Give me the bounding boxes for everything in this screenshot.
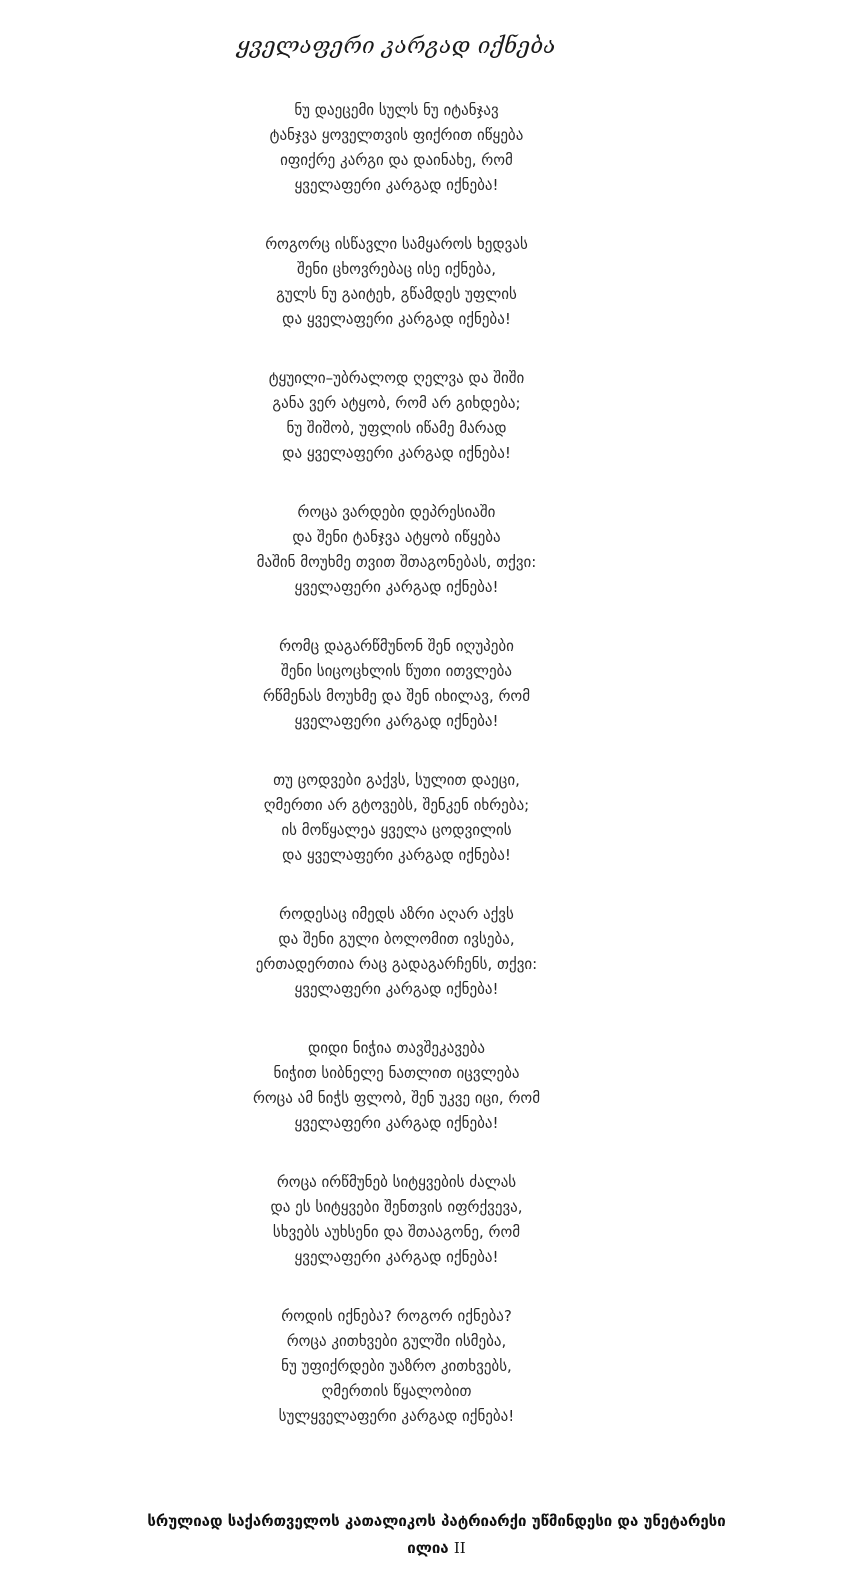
author-name: ილია [407,1539,449,1557]
stanza [0,1170,793,1270]
poem-line: როცა ამ ნიჭს ფლობ, შენ უკვე იცი, რომ [252,1089,541,1107]
author-name-line [0,1535,853,1562]
stanza [0,1304,793,1429]
poem-line: ყველაფერი კარგად იქნება! [294,176,499,194]
poem-line: ღმერთის წყალობით [321,1382,472,1400]
author-numeral: II [453,1539,466,1557]
poem-line: ნიჭით სიბნელე ნათლით იცვლება [273,1064,520,1082]
poem-line: იფიქრე კარგი და დაინახე, რომ [280,151,513,169]
poem-line: ღმერთი არ გტოვებს, შენკენ იხრება; [263,796,530,814]
poem-line: თუ ცოდვები გაქვს, სულით დაეცი, [273,771,520,789]
poem-line: როდის იქნება? როგორ იქნება? [281,1307,512,1325]
author-signature [0,1508,853,1562]
poem-line: ტანჯვა ყოველთვის ფიქრით იწყება [269,126,524,144]
poem-line: დიდი ნიჭია თავშეკავება [307,1039,486,1057]
stanza [0,1036,793,1136]
poem-title: ყველაფერი კარგად იქნება [237,34,556,59]
stanza [0,98,793,198]
poem-line: ნუ შიშობ, უფლის იწამე მარად [286,419,507,437]
poem-line: რომც დაგარწმუნონ შენ იღუპები [279,637,514,655]
stanza [0,500,793,600]
stanza [0,768,793,868]
poem-line: მაშინ მოუხმე თვით შთაგონებას, თქვი: [256,553,537,571]
poem-line: და ყველაფერი კარგად იქნება! [282,444,511,462]
poem-line: ყველაფერი კარგად იქნება! [294,1114,499,1132]
stanza [0,634,793,734]
poem-line: ყველაფერი კარგად იქნება! [294,1248,499,1266]
poem-line: და ყველაფერი კარგად იქნება! [282,846,511,864]
poem-line: ნუ უფიქრდები უაზრო კითხვებს, [281,1357,512,1375]
poem-line: როცა კითხვები გულში ისმება, [286,1332,507,1350]
poem-line: ერთადერთია რაც გადაგარჩენს, თქვი: [255,955,538,973]
poem-line: რწმენას მოუხმე და შენ იხილავ, რომ [262,687,531,705]
poem-line: განა ვერ ატყობ, რომ არ გიხდება; [272,394,521,412]
author-title: სრულიად საქართველოს კათალიკოს პატრიარქი უწმინდესი და უნეტარესი [147,1512,726,1530]
poem-line: და შენი გული ბოლომით ივსება, [278,930,515,948]
poem-line: ყველაფერი კარგად იქნება! [294,578,499,596]
poem-line: ყველაფერი კარგად იქნება! [294,980,499,998]
poem-line: სხვებს აუხსენი და შთააგონე, რომ [272,1223,521,1241]
poem-line: ნუ დაეცემი სულს ნუ იტანჯავ [294,101,499,119]
poem-line: როგორც ისწავლი სამყაროს ხედვას [265,235,528,253]
poem-line: როცა ირწმუნებ სიტყვების ძალას [276,1173,517,1191]
poem-line: გულს ნუ გაიტეხ, გწამდეს უფლის [276,285,517,303]
poem-line: და ყველაფერი კარგად იქნება! [282,310,511,328]
poem-line: შენი ცხოვრებაც ისე იქნება, [297,260,496,278]
poem-line: და ეს სიტყვები შენთვის იფრქვევა, [270,1198,523,1216]
stanza [0,232,793,332]
stanza [0,902,793,1002]
poem-line: როდესაც იმედს აზრი აღარ აქვს [279,905,514,923]
poem-line: შენი სიცოცხლის წუთი ითვლება [280,662,513,680]
poem-line: როცა ვარდები დეპრესიაში [297,503,496,521]
poem-line: და შენი ტანჯვა ატყობ იწყება [292,528,501,546]
poem-body [0,98,793,1463]
stanza [0,366,793,466]
poem-line: ტყუილი–უბრალოდ ღელვა და შიში [268,369,525,387]
poem-line: ის მოწყალეა ყველა ცოდვილის [281,821,512,839]
poem-line: ყველაფერი კარგად იქნება! [294,712,499,730]
poem-line: სულყველაფერი კარგად იქნება! [278,1407,515,1425]
